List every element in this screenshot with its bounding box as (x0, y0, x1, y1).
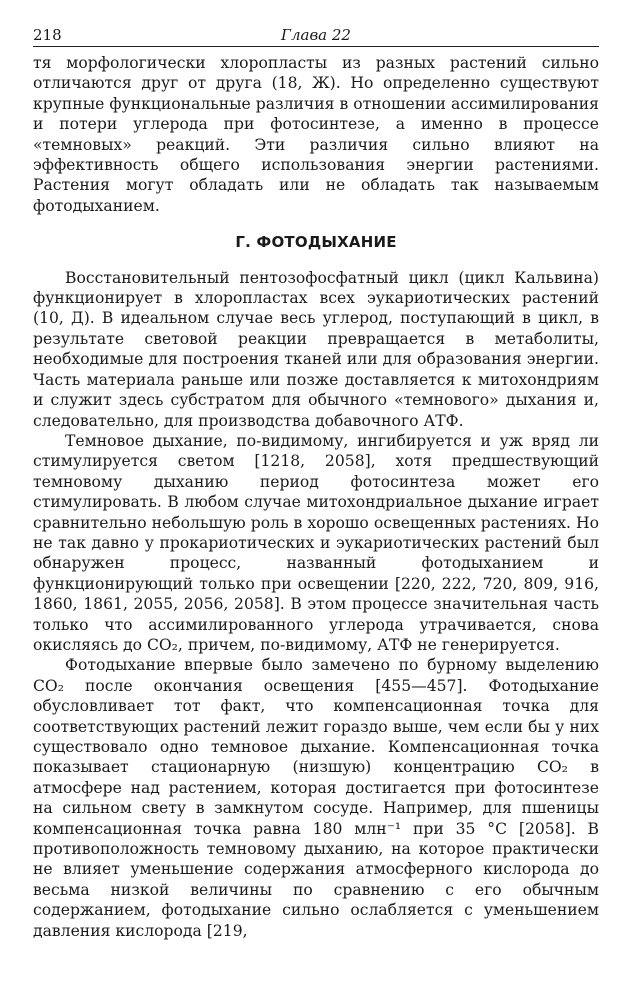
intro-paragraph: тя морфологически хлоропласты из разных растений сильно отличаются друг от друга (18, Ж). Но определенно существуют крупные функциональные различия в отношении ассимилирования и потери углерода при фотосинтезе, а именно в процессе «темновых» реакций. Эти различия сильно влияют на эффективность общего использования энергии растениями. Растения могут обладать или не обладать так называемым фотодыханием. (33, 54, 599, 215)
page-number: 218 (33, 26, 62, 44)
section-paragraph-3: Фотодыхание впервые было замечено по бурному выделению CO₂ после окончания освещения [455—457]. Фотодыхание обусловливает тот факт, что компенсационная точка для соответствующих растений лежит гораздо выше, чем если бы у них существовало одно темновое дыхание. Компенсационная точка показывает стационарную (низшую) концентрацию CO₂ в атмосфере над растением, которая достигается при фотосинтезе на сильном свету в замкнутом сосуде. Например, для пшеницы компенсационная точка равна 180 млн⁻¹ при 35 °С [2058]. В противоположность темновому дыханию, на которое практически не влияет уменьшение содержания атмосферного кислорода до весьма низкой величины по сравнению с его обычным содержанием, фотодыхание сильно ослабляется с уменьшением давления кислорода [219, (33, 656, 599, 940)
section-heading: Г. ФОТОДЫХАНИЕ (235, 233, 397, 252)
chapter-title: Глава 22 (281, 26, 351, 44)
running-header (33, 22, 599, 47)
body-text (33, 53, 599, 941)
section-paragraph-1: Восстановительный пентозофосфатный цикл (цикл Кальвина) функционирует в хлоропластах всех эукариотических растений (10, Д). В идеальном случае весь углерод, поступающий в цикл, в результате световой реакции превращается в метаболиты, необходимые для построения тканей или для образования энергии. Часть материала раньше или позже доставляется к митохондриям и служит здесь субстратом для обычного «темнового» дыхания и, следовательно, для производства добавочного АТФ. (33, 268, 599, 430)
section-paragraph-2: Темновое дыхание, по-видимому, ингибируется и уж вряд ли стимулируется светом [1218, 2058], хотя предшествующий темновому дыханию период фотосинтеза может его стимулировать. В любом случае митохондриальное дыхание играет сравнительно небольшую роль в хорошо освещенных растениях. Но не так давно у прокариотических и эукариотических растений был обнаружен процесс, названный фотодыханием и функционирующий только при освещении [220, 222, 720, 809, 916, 1860, 1861, 2055, 2056, 2058]. В этом процессе значительная часть только что ассимилированного углерода утрачивается, снова окисляясь до CO₂, причем, по-видимому, АТФ не генерируется. (33, 431, 599, 654)
book-page (33, 22, 599, 941)
